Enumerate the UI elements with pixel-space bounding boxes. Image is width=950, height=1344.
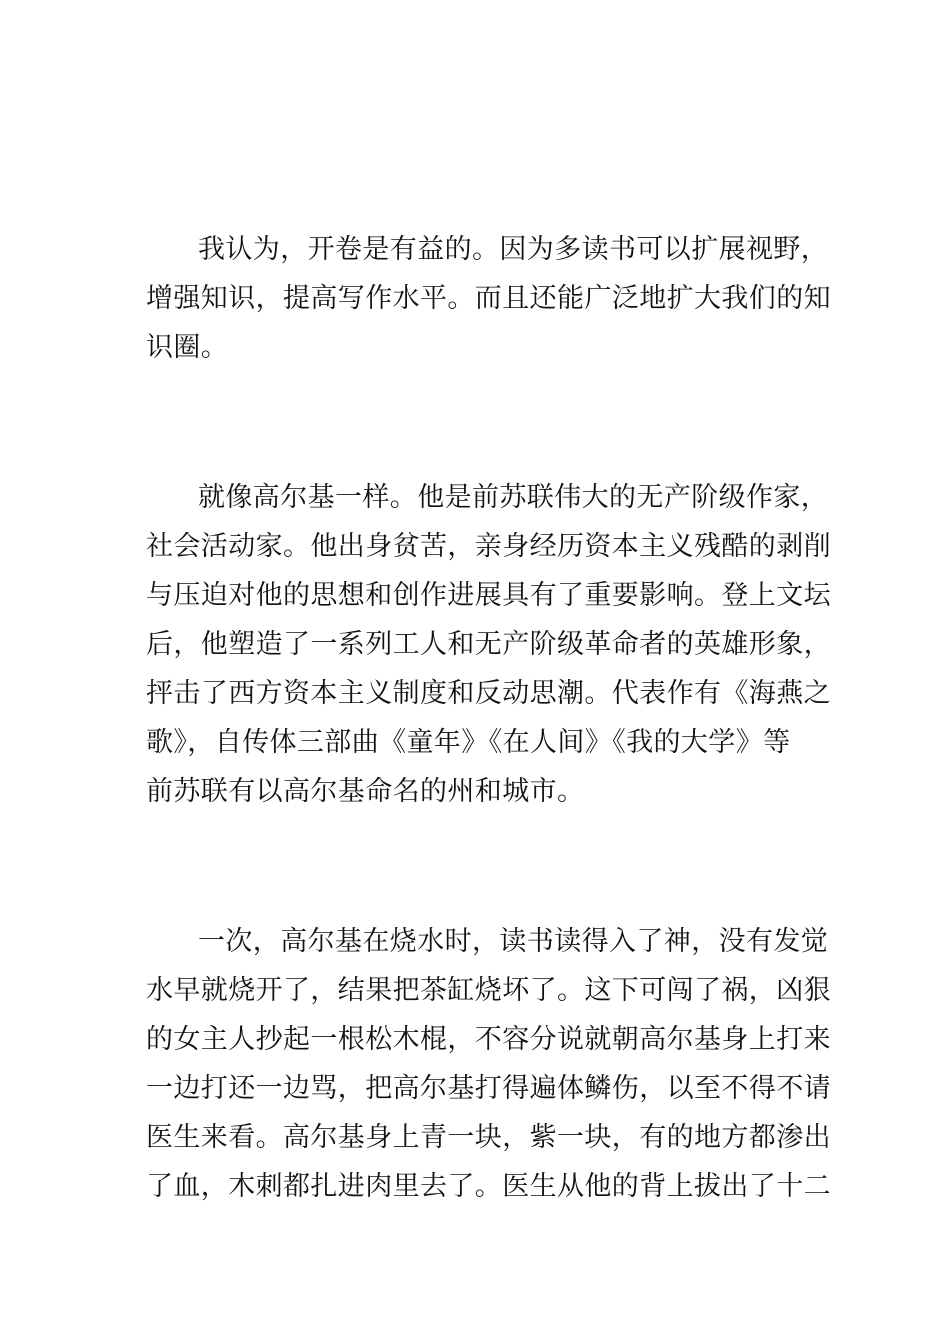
paragraph-line: 我认为，开卷是有益的。因为多读书可以扩展视野， — [198, 234, 829, 265]
paragraph-line: 的女主人抄起一根松木棍，不容分说就朝高尔基身上打来 — [146, 1024, 831, 1055]
paragraph-line: 歌》，自传体三部曲《童年》《在人间》《我的大学》等 — [146, 727, 791, 758]
paragraph-line: 就像高尔基一样。他是前苏联伟大的无产阶级作家， — [198, 482, 829, 513]
paragraph-line: 了血，木刺都扎进肉里去了。医生从他的背上拔出了十二 — [146, 1171, 831, 1202]
paragraph-line: 医生来看。高尔基身上青一块，紫一块，有的地方都渗出 — [146, 1122, 831, 1153]
paragraph-line: 一次，高尔基在烧水时，读书读得入了神，没有发觉 — [198, 926, 829, 957]
paragraph-1 — [146, 225, 831, 372]
paragraph-2 — [146, 473, 831, 816]
paragraph-line: 社会活动家。他出身贫苦，亲身经历资本主义残酷的剥削 — [146, 531, 831, 562]
paragraph-line: 前苏联有以高尔基命名的州和城市。 — [146, 776, 585, 807]
paragraph-line: 抨击了西方资本主义制度和反动思潮。代表作有《海燕之 — [146, 678, 831, 709]
paragraph-line: 水早就烧开了，结果把茶缸烧坏了。这下可闯了祸，凶狠 — [146, 975, 831, 1006]
paragraph-line: 与压迫对他的思想和创作进展具有了重要影响。登上文坛 — [146, 580, 831, 611]
paragraph-line: 识圈。 — [146, 332, 229, 363]
paragraph-3 — [146, 917, 831, 1211]
paragraph-line: 一边打还一边骂，把高尔基打得遍体鳞伤，以至不得不请 — [146, 1073, 831, 1104]
paragraph-line: 后，他塑造了一系列工人和无产阶级革命者的英雄形象， — [146, 629, 831, 660]
paragraph-line: 增强知识，提高写作水平。而且还能广泛地扩大我们的知 — [146, 283, 831, 314]
